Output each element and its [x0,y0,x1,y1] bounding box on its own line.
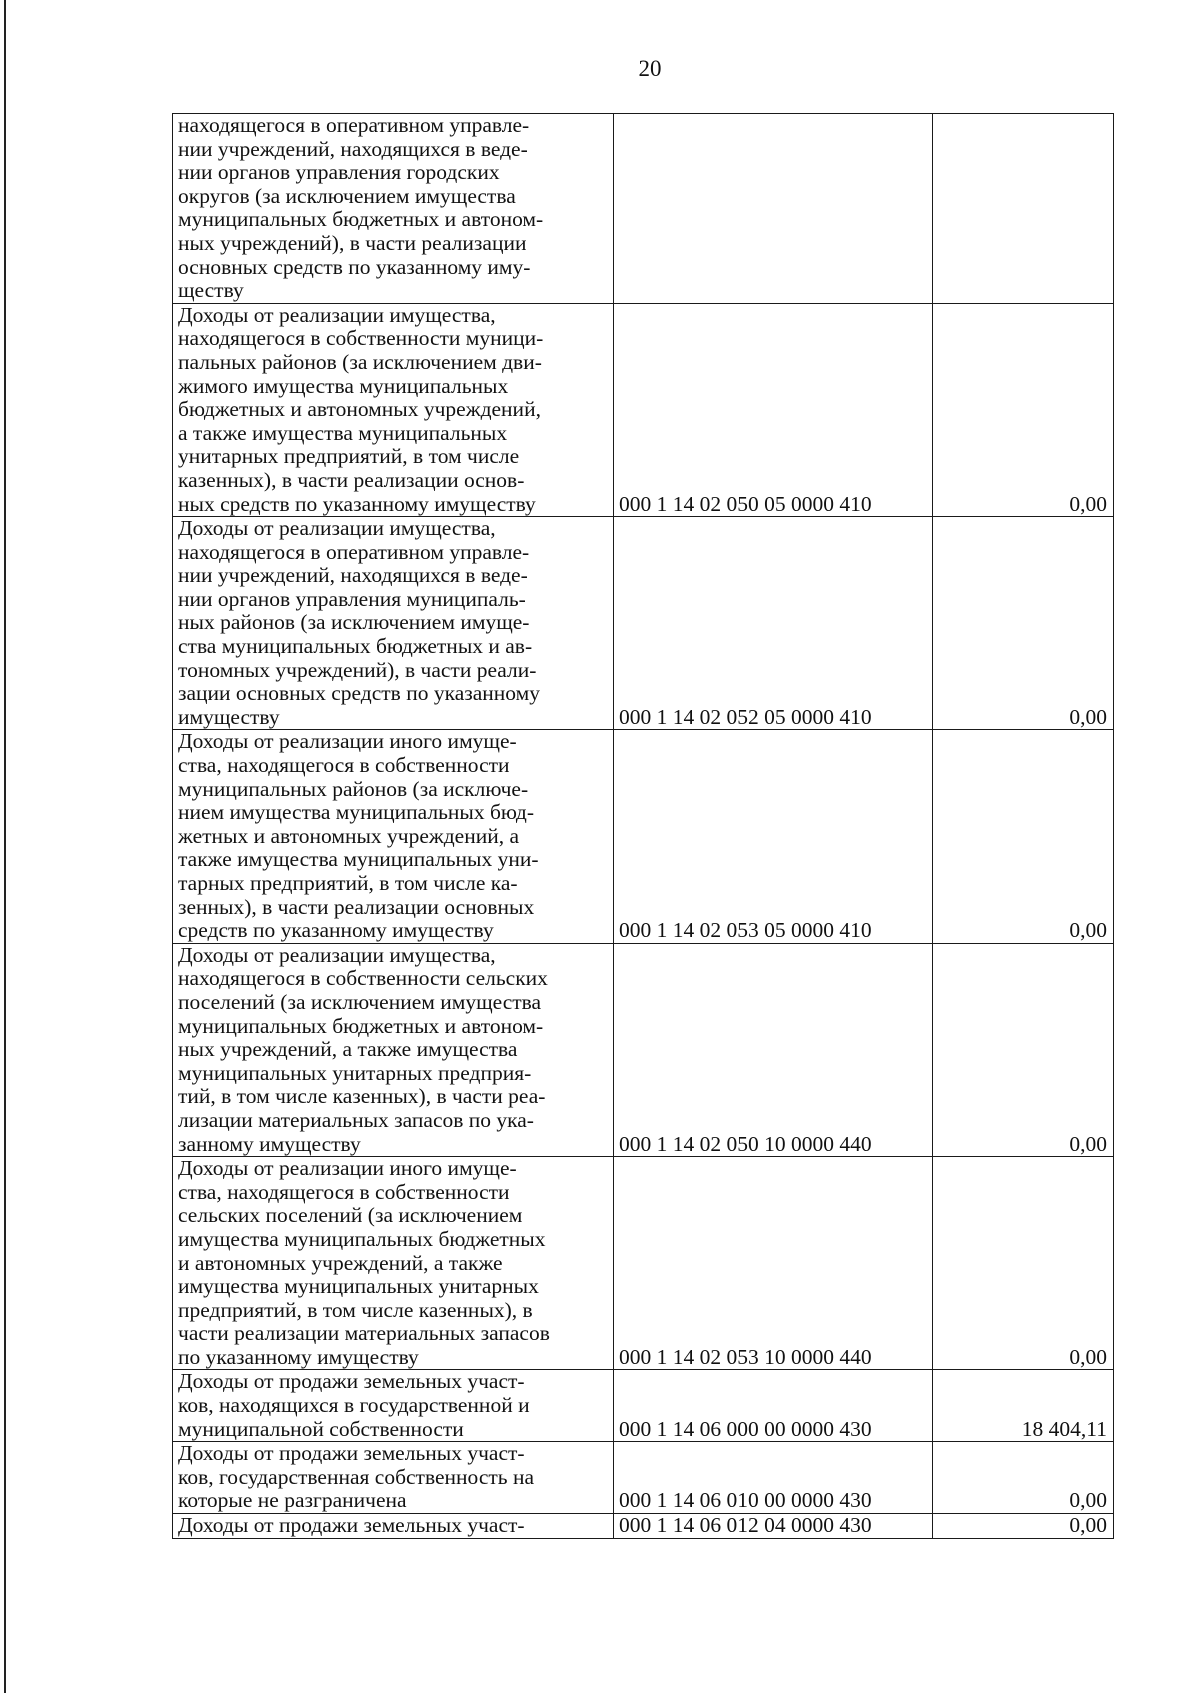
revenue-name-line: унитарных предприятий, в том числе [178,444,520,469]
revenue-name-line: ных районов (за исключением имуще- [178,610,530,635]
amount-cell: 0,00 [933,517,1114,730]
revenue-name-line: сельских поселений (за исключением [178,1203,523,1228]
table-row [173,730,1114,943]
revenue-name-line: ных учреждений), в части реализации [178,230,527,255]
revenue-name-line: средств по указанному имуществу [178,918,494,943]
page-number: 20 [638,56,662,81]
budget-code-cell: 000 1 14 06 010 00 0000 430 [614,1442,933,1514]
revenue-name-line: Доходы от реализации имущества, [178,942,496,967]
table-row [173,114,1114,304]
amount-cell: 18 404,11 [933,1370,1114,1442]
revenue-name-line: нии учреждений, находящихся в веде- [178,136,528,161]
revenue-name-cell [173,1514,614,1539]
revenue-name-line: имущества муниципальных бюджетных [178,1226,546,1251]
amount-cell: 0,00 [933,943,1114,1156]
amount-cell: 0,00 [933,1157,1114,1370]
revenue-name-line: Доходы от реализации иного имущe- [178,1156,517,1181]
budget-code-cell: 000 1 14 02 052 05 0000 410 [614,517,933,730]
table-row [173,1442,1114,1514]
revenue-name-line: пальных районов (за исключением дви- [178,349,542,374]
amount-cell: 0,00 [933,730,1114,943]
revenue-name-line: находящегося в оперативном управле- [178,113,530,137]
revenue-name-line: ков, государственная собственность на [178,1464,534,1489]
revenue-name-line: имущества муниципальных унитарных [178,1274,539,1299]
revenue-name-line: также имущества муниципальных уни- [178,847,539,872]
revenue-name-line: муниципальной собственности [178,1416,464,1441]
revenue-name-cell [173,943,614,1156]
table-row [173,943,1114,1156]
table-row [173,1157,1114,1370]
amount-cell: 0,00 [933,1442,1114,1514]
revenue-name-line: Доходы от продажи земельных участ- [178,1369,525,1394]
revenue-name-line: по указанному имуществу [178,1344,419,1369]
revenue-name-line: предприятий, в том числе казенных), в [178,1297,533,1322]
revenue-name-line: части реализации материальных запасов [178,1321,550,1346]
revenue-name-line: основных средств по указанному иму- [178,254,531,279]
revenue-name-cell [173,1442,614,1514]
page-binding-edge [4,0,6,1693]
budget-code-cell [614,114,933,304]
revenue-name-cell [173,1157,614,1370]
amount-cell: 0,00 [933,303,1114,516]
revenue-name-line: муниципальных бюджетных и автоном- [178,207,544,232]
revenue-name-line: занному имуществу [178,1131,361,1156]
revenue-name-line: зации основных средств по указанному [178,681,540,706]
revenue-name-cell [173,730,614,943]
revenue-name-line: нии органов управления городских [178,160,500,185]
revenue-name-line: нием имущества муниципальных бюд- [178,800,534,825]
revenue-name-line: поселений (за исключением имущества [178,989,542,1014]
table-row [173,303,1114,516]
revenue-name-line: находящегося в собственности муници- [178,326,544,351]
revenue-name-line: жетных и автономных учреждений, а [178,823,520,848]
revenue-name-line: находящегося в оперативном управле- [178,539,530,564]
revenue-name-line: ществу [178,278,244,303]
budget-code-cell: 000 1 14 02 053 05 0000 410 [614,730,933,943]
revenue-name-line: которые не разграничена [178,1488,407,1513]
revenue-name-cell [173,1370,614,1442]
revenue-name-line: муниципальных бюджетных и автоном- [178,1013,544,1038]
revenue-name-line: Доходы от реализации иного имуще- [178,729,517,754]
budget-code-cell: 000 1 14 06 012 04 0000 430 [614,1514,933,1539]
revenue-name-line: Доходы от реализации имущества, [178,516,496,541]
budget-code-cell: 000 1 14 02 050 10 0000 440 [614,943,933,1156]
budget-code-cell: 000 1 14 02 053 10 0000 440 [614,1157,933,1370]
amount-cell: 0,00 [933,1514,1114,1539]
revenue-name-line: Доходы от реализации имущества, [178,302,496,327]
revenue-name-line: зенных), в части реализации основных [178,894,535,919]
revenue-name-line: муниципальных районов (за исключе- [178,776,529,801]
budget-code-cell: 000 1 14 02 050 05 0000 410 [614,303,933,516]
revenue-name-line: ства, находящегося в собственности [178,753,510,778]
revenue-name-line: жимого имущества муниципальных [178,373,509,398]
revenue-name-line: казенных), в части реализации основ- [178,467,525,492]
revenue-name-line: ных учреждений, а также имущества [178,1037,518,1062]
revenue-name-line: лизации материальных запасов по ука- [178,1107,534,1132]
revenue-name-line: ства муниципальных бюджетных и ав- [178,634,533,659]
revenue-name-line: округов (за исключением имущества [178,183,516,208]
revenue-name-line: ков, находящихся в государственной и [178,1393,530,1418]
amount-cell [933,114,1114,304]
revenue-name-line: ства, находящегося в собственности [178,1179,510,1204]
table-row [173,517,1114,730]
budget-code-cell: 000 1 14 06 000 00 0000 430 [614,1370,933,1442]
revenue-name-line: тий, в том числе казенных), в части реа- [178,1084,546,1109]
revenue-name-line: и автономных учреждений, а также [178,1250,503,1275]
revenue-name-line: бюджетных и автономных учреждений, [178,397,541,422]
revenue-name-line: находящегося в собственности сельских [178,966,548,991]
revenue-name-line: Доходы от продажи земельных участ- [178,1513,525,1538]
revenue-name-cell [173,517,614,730]
table-body [173,114,1114,1539]
budget-revenue-table [172,113,1114,1539]
revenue-name-line: тарных предприятий, в том числе ка- [178,871,518,895]
revenue-name-line: а также имущества муниципальных [178,420,508,445]
revenue-name-line: тономных учреждений), в части реали- [178,657,537,682]
revenue-name-line: Доходы от продажи земельных участ- [178,1441,525,1466]
revenue-name-line: нии органов управления муниципаль- [178,586,526,611]
table-row [173,1370,1114,1442]
table-row [173,1514,1114,1539]
revenue-name-line: имуществу [178,704,280,729]
revenue-name-cell [173,114,614,304]
revenue-name-line: ных средств по указанному имуществу [178,491,536,516]
revenue-name-cell [173,303,614,516]
revenue-name-line: нии учреждений, находящихся в веде- [178,563,528,588]
revenue-name-line: муниципальных унитарных предприя- [178,1060,532,1085]
